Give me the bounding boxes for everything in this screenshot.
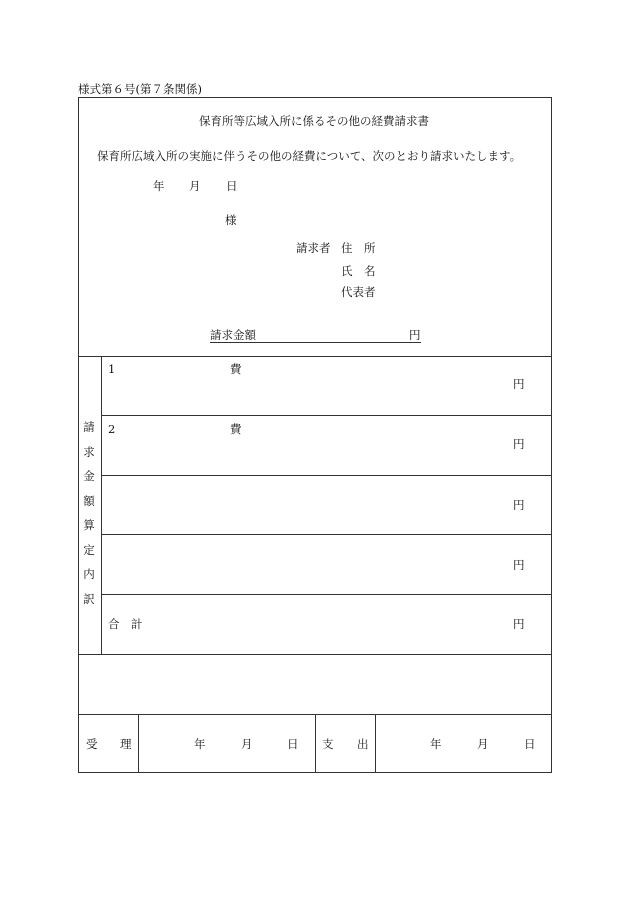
date-day: 日 <box>226 179 238 193</box>
side-char-3: 金 <box>83 469 95 483</box>
side-char-6: 定 <box>83 542 95 557</box>
paid-month: 月 <box>477 737 489 751</box>
footer-divider-1 <box>138 714 139 773</box>
requester-label: 請求者 <box>296 241 331 255</box>
breakdown-side-divider <box>101 356 102 654</box>
row-1-unit: 円 <box>513 377 525 391</box>
document-title: 保育所等広域入所に係るその他の経費請求書 <box>199 114 429 128</box>
divider-row-4 <box>101 594 552 595</box>
side-char-7: 内 <box>83 567 95 581</box>
row-2-number: 2 <box>108 422 116 436</box>
requester-representative-label: 代表者 <box>341 285 376 299</box>
form-number: 様式第６号(第７条関係) <box>78 82 202 96</box>
footer-divider-3 <box>375 714 376 773</box>
form-frame <box>78 97 552 773</box>
amount-underline <box>210 342 421 343</box>
requester-name-label: 氏 名 <box>341 264 376 278</box>
divider-breakdown-bottom <box>78 654 552 655</box>
row-3-unit: 円 <box>513 498 525 512</box>
total-unit: 円 <box>513 617 525 631</box>
divider-row-2 <box>101 475 552 476</box>
row-1-fee: 費 <box>230 362 242 376</box>
divider-row-1 <box>101 415 552 416</box>
request-statement: 保育所広域入所の実施に伴うその他の経費について、次のとおり請求いたします。 <box>97 149 522 163</box>
received-day: 日 <box>287 737 299 751</box>
date-year: 年 <box>153 179 165 193</box>
divider-header-bottom <box>78 356 552 357</box>
row-2-fee: 費 <box>230 422 242 436</box>
row-1-number: 1 <box>108 362 116 376</box>
side-char-4: 額 <box>83 493 95 508</box>
date-month: 月 <box>189 179 201 193</box>
paid-label-1: 支 <box>322 737 334 751</box>
row-4-unit: 円 <box>513 558 525 572</box>
amount-unit: 円 <box>409 328 421 342</box>
paid-day: 日 <box>524 737 536 751</box>
side-char-1: 請 <box>83 420 95 434</box>
total-label: 合 計 <box>108 617 143 631</box>
footer-divider-2 <box>315 714 316 773</box>
received-label-1: 受 <box>86 737 98 751</box>
row-2-unit: 円 <box>513 437 525 451</box>
side-char-8: 訳 <box>83 591 95 606</box>
requester-address-label: 住 所 <box>341 241 376 255</box>
paid-year: 年 <box>430 737 442 751</box>
side-char-5: 算 <box>83 518 95 532</box>
received-month: 月 <box>241 737 253 751</box>
breakdown-side-label <box>82 415 96 611</box>
side-char-2: 求 <box>83 444 95 459</box>
addressee-suffix: 様 <box>225 213 237 227</box>
paid-label-2: 出 <box>357 737 369 751</box>
amount-label: 請求金額 <box>210 328 256 342</box>
received-label-2: 理 <box>120 737 132 751</box>
received-year: 年 <box>194 737 206 751</box>
divider-row-3 <box>101 534 552 535</box>
